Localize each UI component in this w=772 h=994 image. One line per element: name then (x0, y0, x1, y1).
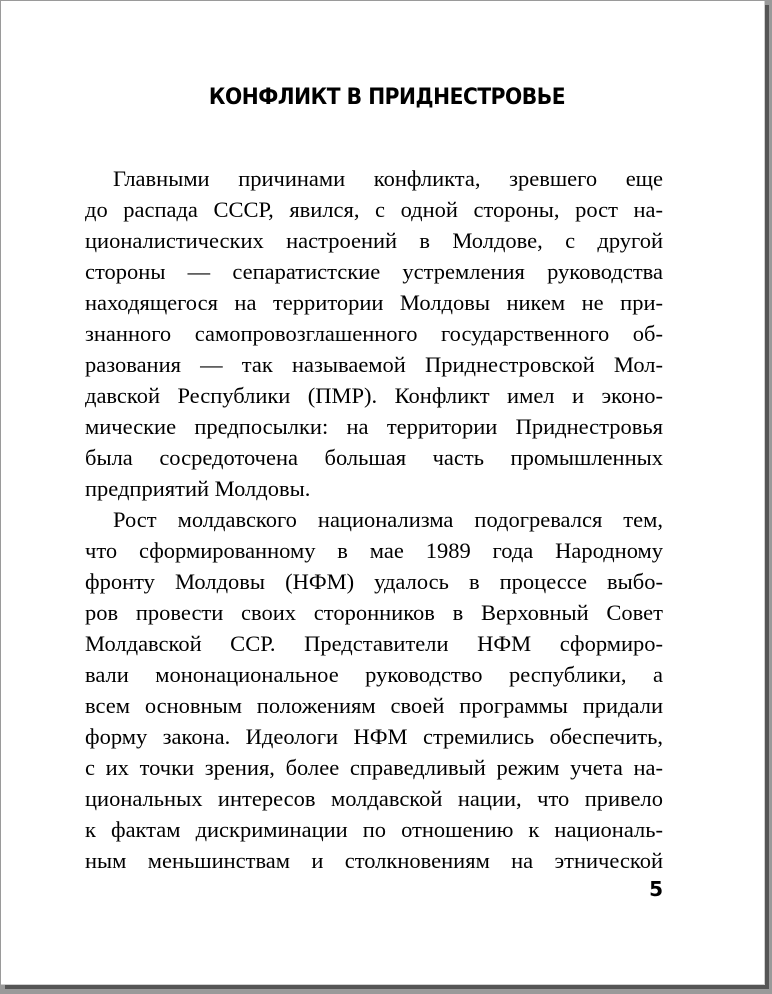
text-line: всем основным положениям своей программы придали (85, 693, 663, 718)
text-line: ров провести своих сторонников в Верховный Совет (85, 600, 663, 625)
text-line: форму закона. Идеологи НФМ стремились обеспечить, (85, 724, 663, 749)
text-line: давской Республики (ПМР). Конфликт имел и эконо- (85, 383, 663, 408)
text-line: ным меньшинствам и столкновениям на этнической (85, 848, 663, 873)
text-line: стороны — сепаратистские устремления руководства (85, 259, 663, 284)
text-line: мические предпосылки: на территории Приднестровья (85, 414, 663, 439)
text-line: фронту Молдовы (НФМ) удалось в процессе выбо- (85, 569, 663, 594)
text-line: Молдавской ССР. Представители НФМ сформиро- (85, 631, 663, 656)
text-line: Рост молдавского национализма подогревался тем, (113, 507, 663, 532)
text-line: Главными причинами конфликта, зревшего еще (113, 166, 663, 191)
text-line: находящегося на территории Молдовы никем не при- (85, 290, 663, 315)
text-line: к фактам дискриминации по отношению к националь- (85, 817, 663, 842)
text-line: разования — так называемой Приднестровской Мол- (85, 352, 663, 377)
text-line: была сосредоточена большая часть промышленных (85, 445, 663, 470)
text-line: до распада СССР, явился, с одной стороны, рост на- (85, 197, 663, 222)
text-line: вали мононациональное руководство республики, а (85, 662, 663, 687)
text-line: циональных интересов молдавской нации, что привело (85, 786, 663, 811)
body-text (85, 163, 663, 876)
page-number: 5 (649, 877, 663, 901)
text-line: знанного самопровозглашенного государственного об- (85, 321, 663, 346)
text-line: с их точки зрения, более справедливый режим учета на- (85, 755, 663, 780)
text-line: ционалистических настроений в Молдове, с другой (85, 228, 663, 253)
paragraph-1 (85, 163, 663, 504)
paragraph-2 (85, 504, 663, 876)
page-title: КОНФЛИКТ В ПРИДНЕСТРОВЬЕ (208, 85, 566, 110)
text-line: предприятий Молдовы. (85, 476, 311, 501)
text-line: что сформированному в мае 1989 года Народному (85, 538, 663, 563)
document-page (1, 1, 765, 985)
